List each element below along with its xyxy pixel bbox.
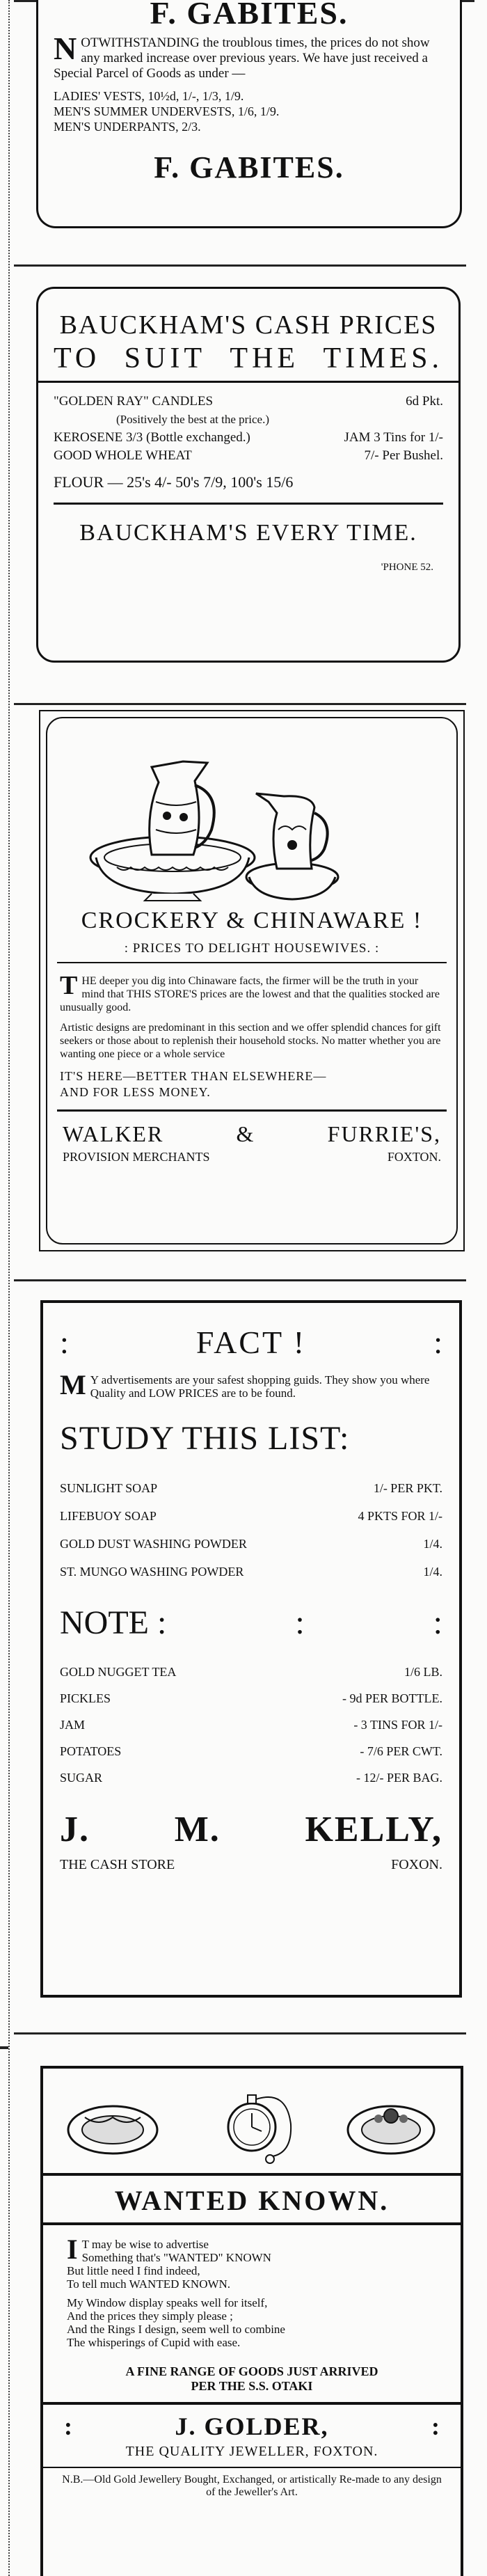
list-item <box>60 1502 442 1530</box>
list-item-name: PICKLES <box>60 1691 111 1705</box>
kelly-name-part: J. <box>60 1810 90 1849</box>
walker-role: PROVISION MERCHANTS <box>63 1150 210 1164</box>
list-item-name: POTATOES <box>60 1744 122 1758</box>
walker-para-1 <box>47 963 456 1014</box>
walker-ad <box>39 710 465 1251</box>
kelly-fact: FACT ! <box>195 1325 307 1360</box>
poem-line: The whisperings of Cupid with ease. <box>67 2336 241 2349</box>
colon-ornament: : <box>433 1604 442 1641</box>
list-item-price: 1/4. <box>423 1537 442 1551</box>
colon-ornament: : <box>433 1325 442 1360</box>
walker-tagline-2: AND FOR LESS MONEY. <box>60 1085 211 1099</box>
bauckham-candles-price: 6d Pkt. <box>406 394 443 409</box>
kelly-list-1 <box>43 1457 459 1586</box>
bauckham-ad <box>36 287 461 663</box>
kelly-town: FOXON. <box>391 1857 442 1872</box>
list-item-name: LIFEBUOY SOAP <box>60 1509 157 1523</box>
walker-para-1-text: HE deeper you dig into Chinaware facts, the firmer will be the truth in your mind that THIS STORE'S prices are the lowest and that the qualities stocked are unusually good. <box>60 975 440 1013</box>
golder-drop-cap: I <box>67 2234 78 2265</box>
bauckham-wheat-label: GOOD WHOLE WHEAT <box>54 448 192 463</box>
gabites-items <box>38 81 460 134</box>
colon-ornament: : <box>60 1325 69 1360</box>
kelly-list-2 <box>43 1642 459 1791</box>
golder-range-2: PER THE S.S. OTAKI <box>191 2379 313 2393</box>
poem-line: And the Rings I design, seem well to combine <box>67 2323 285 2336</box>
gabites-item: MEN'S SUMMER UNDERVESTS, 1/6, 1/9. <box>54 104 280 118</box>
kelly-name <box>43 1791 459 1850</box>
gabites-item: LADIES' VESTS, 10½d, 1/-, 1/3, 1/9. <box>54 89 244 103</box>
kelly-intro <box>43 1361 459 1400</box>
gabites-title-bottom: F. GABITES. <box>154 150 344 184</box>
golder-name: J. GOLDER, <box>175 2412 329 2440</box>
walker-drop-cap: T <box>60 971 78 1000</box>
golder-headline: WANTED KNOWN. <box>114 2185 390 2216</box>
bauckham-flour: FLOUR — 25's 4/- 50's 7/9, 100's 15/6 <box>54 473 443 505</box>
walker-firm <box>47 1112 456 1147</box>
list-item <box>60 1558 442 1586</box>
list-item <box>60 1764 442 1791</box>
golder-poem <box>43 2225 461 2349</box>
separator-1 <box>14 264 466 267</box>
colon-ornament: : <box>431 2412 440 2440</box>
gabites-title-top: F. GABITES. <box>150 0 349 31</box>
golder-ad <box>40 2066 463 2576</box>
kelly-intro-text: Y advertisements are your safest shopping guids. They show you where Quality and LOW PRICES are to be found. <box>90 1373 430 1400</box>
separator-2 <box>14 703 466 705</box>
golder-name-row <box>43 2405 461 2441</box>
bauckham-candles-note: (Positively the best at the price.) <box>116 413 269 426</box>
walker-inner-frame <box>46 717 458 1244</box>
kelly-store-row <box>43 1850 459 1873</box>
kelly-study: STUDY THIS LIST: <box>60 1420 350 1457</box>
bauckham-footer: BAUCKHAM'S EVERY TIME. <box>79 520 417 546</box>
poem-line: Something that's "WANTED" KNOWN <box>81 2251 271 2264</box>
bauckham-wheat-row <box>54 447 443 465</box>
gabites-drop-cap: N <box>54 31 77 66</box>
list-item-price: 1/- PER PKT. <box>373 1481 442 1495</box>
kelly-name-part: KELLY, <box>305 1810 442 1849</box>
separator-3 <box>14 1279 466 1281</box>
bauckham-jam: JAM 3 Tins for 1/- <box>344 430 443 445</box>
golder-title: THE QUALITY JEWELLER, FOXTON. <box>125 2444 378 2459</box>
list-item-price: 1/4. <box>423 1565 442 1579</box>
poem-line: And the prices they simply please ; <box>67 2309 233 2323</box>
kelly-note: NOTE : <box>60 1604 167 1641</box>
separator-4 <box>14 2032 466 2034</box>
walker-firm-word: & <box>236 1121 255 1146</box>
crockery-illustration <box>47 718 461 906</box>
bauckham-candles-label: "GOLDEN RAY" CANDLES <box>54 394 214 409</box>
list-item-price: - 3 TINS FOR 1/- <box>353 1718 442 1732</box>
walker-subhead: : PRICES TO DELIGHT HOUSEWIVES. : <box>57 937 447 963</box>
bauckham-heading-word: TIMES. <box>323 342 443 374</box>
walker-headline: CROCKERY & CHINAWARE ! <box>81 908 423 933</box>
bauckham-wheat-price: 7/- Per Bushel. <box>364 448 443 463</box>
ring-icon <box>68 2106 157 2154</box>
list-item-name: SUNLIGHT SOAP <box>60 1481 158 1495</box>
poem-line: But little need I find indeed, <box>67 2264 200 2277</box>
jewellery-illustration <box>43 2069 461 2173</box>
walker-firm-word: WALKER <box>63 1121 164 1146</box>
pocket-watch-icon <box>228 2095 291 2163</box>
list-item-name: SUGAR <box>60 1771 103 1785</box>
ewer-icon <box>150 761 214 855</box>
bauckham-kerosene: KEROSENE 3/3 (Bottle exchanged.) <box>54 430 250 445</box>
list-item-name: JAM <box>60 1718 86 1732</box>
bauckham-heading-word: TO <box>54 342 101 374</box>
bauckham-heading-word: THE <box>230 342 300 374</box>
list-item <box>60 1474 442 1502</box>
list-item <box>60 1712 442 1738</box>
gabites-ad <box>36 0 462 228</box>
gem-ring-icon <box>348 2106 434 2154</box>
kelly-ad <box>40 1300 462 1998</box>
golder-nb: N.B.—Old Gold Jewellery Bought, Exchanged, or artistically Re-made to any design of the Jeweller's Art. <box>62 2474 442 2498</box>
bauckham-kerosene-row <box>54 429 443 447</box>
list-item-name: GOLD NUGGET TEA <box>60 1665 177 1679</box>
gabites-item: MEN'S UNDERPANTS, 2/3. <box>54 120 201 134</box>
bauckham-phone: 'PHONE 52. <box>381 562 433 573</box>
kelly-store: THE CASH STORE <box>60 1857 175 1872</box>
list-item-name: GOLD DUST WASHING POWDER <box>60 1537 247 1551</box>
bauckham-candles-row <box>54 393 443 411</box>
walker-para-2: Artistic designs are predominant in this section and we offer splendid chances for gift seekers or those about to replenish their household stocks. No matter whether you are wanting one piece or a whole service <box>60 1022 441 1060</box>
list-item <box>60 1530 442 1558</box>
list-item-price: 4 PKTS FOR 1/- <box>358 1509 442 1523</box>
bauckham-prices <box>38 383 458 505</box>
bauckham-heading-2 <box>38 340 458 383</box>
column-divider <box>8 0 10 2576</box>
poem-line: T may be wise to advertise <box>81 2238 209 2251</box>
poem-line: To tell much WANTED KNOWN. <box>67 2277 231 2291</box>
list-item-name: ST. MUNGO WASHING POWDER <box>60 1565 244 1579</box>
colon-ornament: : <box>295 1604 305 1641</box>
colon-ornament: : <box>64 2412 72 2440</box>
list-item-price: - 12/- PER BAG. <box>356 1771 442 1785</box>
poem-line: My Window display speaks well for itself, <box>67 2296 268 2309</box>
margin-mark <box>0 2046 8 2049</box>
list-item <box>60 1738 442 1764</box>
bauckham-heading-word: SUIT <box>124 342 206 374</box>
jug-bowl-icon <box>246 793 338 899</box>
kelly-fact-row <box>43 1303 459 1361</box>
gabites-body-text: OTWITHSTANDING the troublous times, the prices do not show any marked increase over previous years. We have just received a Special Parcel of Goods as under — <box>54 35 430 81</box>
list-item-price: - 9d PER BOTTLE. <box>342 1691 442 1705</box>
kelly-name-part: M. <box>174 1810 221 1849</box>
walker-role-row <box>47 1147 456 1164</box>
walker-town: FOXTON. <box>387 1150 441 1164</box>
list-item-price: - 7/6 PER CWT. <box>360 1744 442 1758</box>
walker-firm-word: FURRIE'S, <box>327 1121 441 1146</box>
kelly-note-row <box>43 1586 459 1642</box>
walker-tagline-1: IT'S HERE—BETTER THAN ELSEWHERE— <box>60 1069 327 1083</box>
list-item-price: 1/6 LB. <box>404 1665 442 1679</box>
gabites-body <box>38 31 460 81</box>
golder-range-1: A FINE RANGE OF GOODS JUST ARRIVED <box>125 2364 378 2378</box>
bauckham-heading-1: BAUCKHAM'S CASH PRICES <box>59 310 438 340</box>
list-item <box>60 1659 442 1685</box>
kelly-drop-cap: M <box>60 1369 86 1400</box>
list-item <box>60 1685 442 1712</box>
